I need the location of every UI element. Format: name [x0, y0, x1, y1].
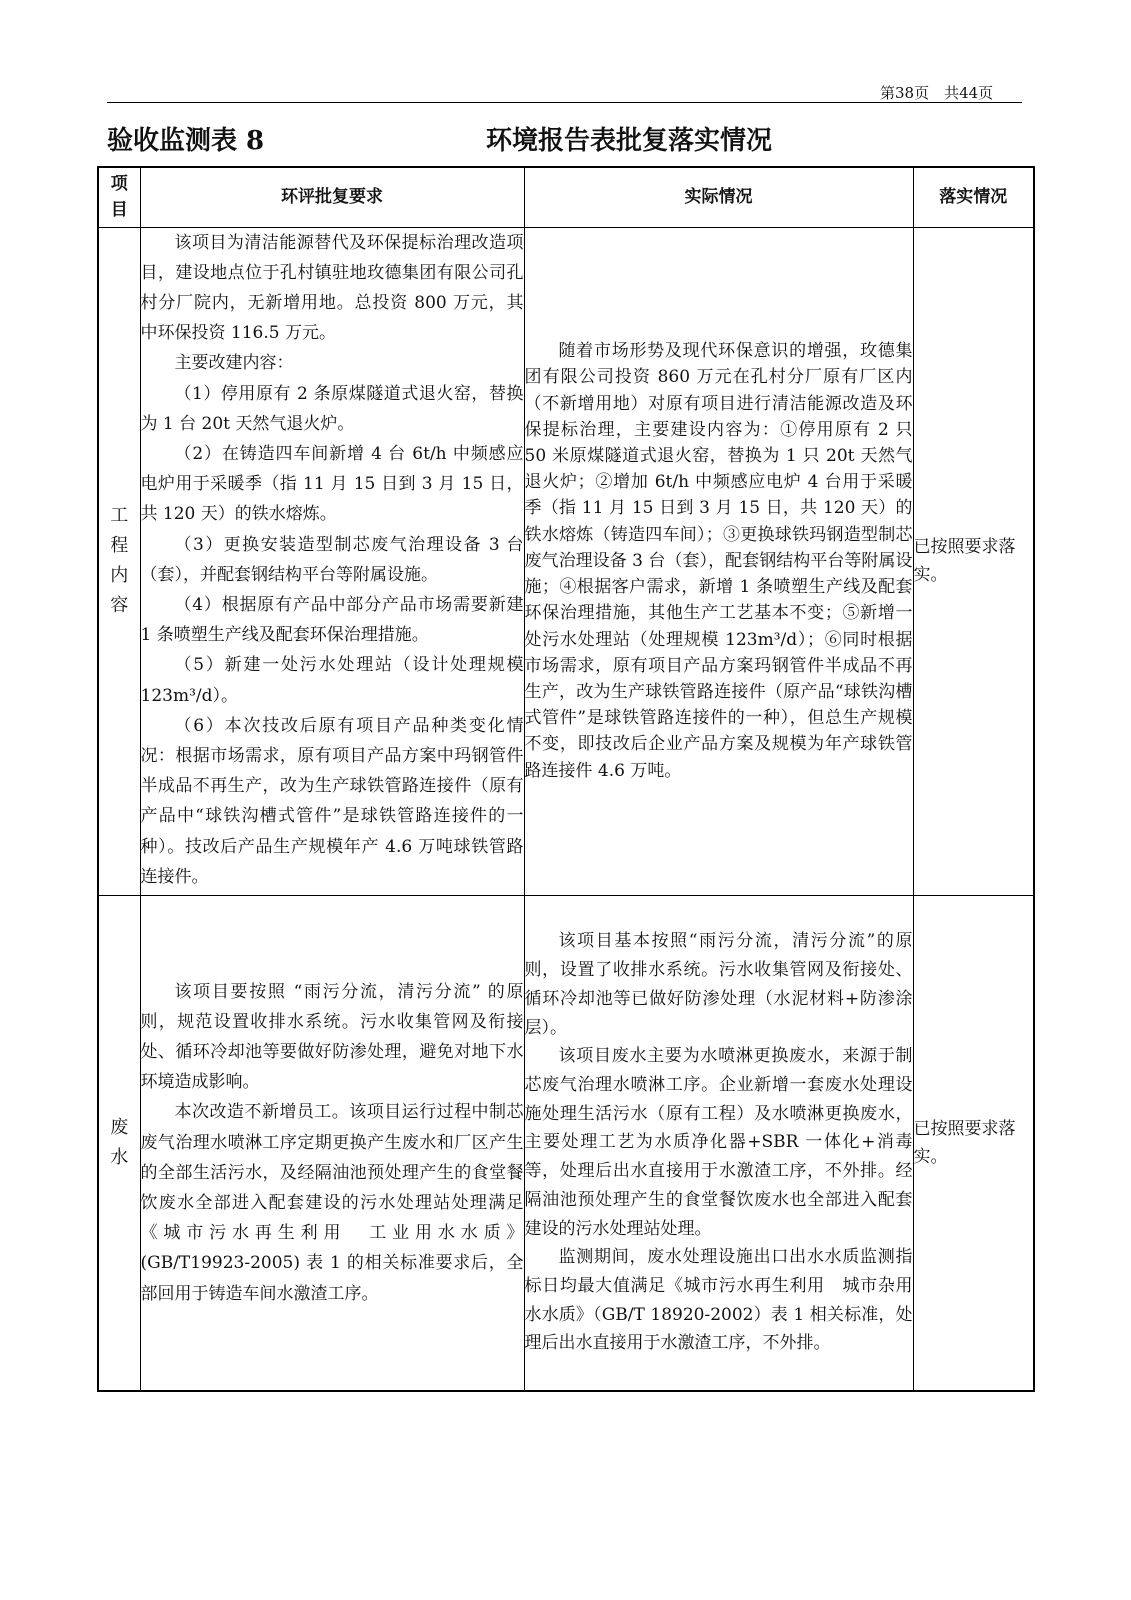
actual-cell-engineering	[524, 227, 913, 895]
actual-paragraph: 监测期间，废水处理设施出口出水水质监测指标日均最大值满足《城市污水再生利用 城市杂用水水质》（GB/T 18920-2002）表 1 相关标准，处理后出水直接用于水激渣工序，不外排。	[524, 1247, 913, 1354]
approval-implementation-table	[97, 166, 1035, 1392]
actual-paragraph: 该项目基本按照“雨污分流，清污分流”的原则，设置了收排水系统。污水收集管网及衔接处、循环冷却池等已做好防渗处理（水泥材料+防渗涂层）。	[524, 931, 913, 1038]
requirement-paragraph: 该项目要按照 “雨污分流，清污分流” 的原则，规范设置收排水系统。污水收集管网及衔接处、循环冷却池等要做好防渗处理，避免对地下水环境造成影响。	[140, 981, 524, 1093]
table-title: 环境报告表批复落实情况	[486, 126, 773, 156]
header-rule	[107, 102, 1022, 103]
requirement-paragraph: 本次改造不新增员工。该项目运行过程中制芯废气治理水喷淋工序定期更换产生废水和厂区产生的全部生活污水，及经隔油池预处理产生的食堂餐饮废水全部进入配套建设的污水处理站处理满足《城市污水再生利用 工业用水水质》(GB/T19923-2005) 表 1 的相关标准要求后，全部回用于铸造车间水激渣工序。	[140, 1102, 524, 1304]
row-label-engineering: 工程内容	[98, 227, 140, 895]
row-label-wastewater: 废水	[98, 895, 140, 1391]
table-number-title: 验收监测表 8	[107, 126, 265, 156]
requirement-paragraph: （3）更换安装造型制芯废气治理设备 3 台（套），并配套钢结构平台等附属设施。	[140, 534, 524, 585]
requirement-cell-engineering	[140, 227, 524, 895]
header-actual: 实际情况	[524, 167, 913, 227]
requirement-paragraph: （2）在铸造四车间新增 4 台 6t/h 中频感应电炉用于采暖季（指 11 月 15 日到 3 月 15 日，共 120 天）的铁水熔炼。	[140, 443, 524, 525]
page-number: 第38页 共44页	[880, 84, 994, 102]
table-row-engineering	[98, 227, 1034, 895]
requirement-paragraph: （1）停用原有 2 条原煤隧道式退火窑，替换为 1 台 20t 天然气退火炉。	[140, 383, 524, 434]
actual-cell-wastewater	[524, 895, 913, 1391]
header-project: 项目	[98, 167, 140, 227]
requirement-paragraph: （6）本次技改后原有项目产品种类变化情况：根据市场需求，原有项目产品方案中玛钢管件半成品不再生产，改为生产球铁管路连接件（原有产品中“球铁沟槽式管件”是球铁管路连接件的一种）。技改后产品生产规模年产 4.6 万吨球铁管路连接件。	[140, 715, 524, 887]
table-header-row	[98, 167, 1034, 227]
table-row-wastewater	[98, 895, 1034, 1391]
status-cell-wastewater: 已按照要求落实。	[913, 895, 1034, 1391]
requirement-paragraph: 主要改建内容：	[174, 353, 294, 374]
requirement-paragraph: （5）新建一处污水处理站（设计处理规模 123m³/d）。	[140, 655, 524, 706]
status-cell-engineering: 已按照要求落实。	[913, 227, 1034, 895]
requirement-paragraph: （4）根据原有产品中部分产品市场需要新建 1 条喷塑生产线及配套环保治理措施。	[140, 594, 524, 646]
actual-paragraph: 该项目废水主要为水喷淋更换废水，来源于制芯废气治理水喷淋工序。企业新增一套废水处理设施处理生活污水（原有工程）及水喷淋更换废水，主要处理工艺为水质净化器+SBR 一体化+消毒等，处理后出水直接用于水激渣工序，不外排。经隔油池预处理产生的食堂餐饮废水也全部进入配套建设的污水处理站处理。	[524, 1046, 913, 1239]
requirement-cell-wastewater	[140, 895, 524, 1391]
header-requirement: 环评批复要求	[140, 167, 524, 227]
requirement-paragraph: 该项目为清洁能源替代及环保提标治理改造项目，建设地点位于孔村镇驻地玫德集团有限公司孔村分厂院内，无新增用地。总投资 800 万元，其中环保投资 116.5 万元。	[140, 232, 524, 344]
header-status: 落实情况	[913, 167, 1034, 227]
actual-paragraph: 随着市场形势及现代环保意识的增强，玫德集团有限公司投资 860 万元在孔村分厂原有厂区内（不新增用地）对原有项目进行清洁能源改造及环保提标治理，主要建设内容为：①停用原有 2 只 50 米原煤隧道式退火窑，替换为 1 只 20t 天然气退火炉；②增加 6t/h 中频感应电炉 4 台用于采暖季（指 11 月 15 日到 3 月 15 日，共 120 天）的铁水熔炼（铸造四车间）；③更换球铁玛钢造型制芯废气治理设备 3 台（套），配套钢结构平台等附属设施；④根据客户需求，新增 1 条喷塑生产线及配套环保治理措施，其他生产工艺基本不变；⑤新增一处污水处理站（处理规模 123m³/d）；⑥同时根据市场需求，原有项目产品方案玛钢管件半成品不再生产，改为生产球铁管路连接件（原产品“球铁沟槽式管件”是球铁管路连接件的一种），但总生产规模不变，即技改后企业产品方案及规模为年产球铁管路连接件 4.6 万吨。	[524, 341, 913, 781]
